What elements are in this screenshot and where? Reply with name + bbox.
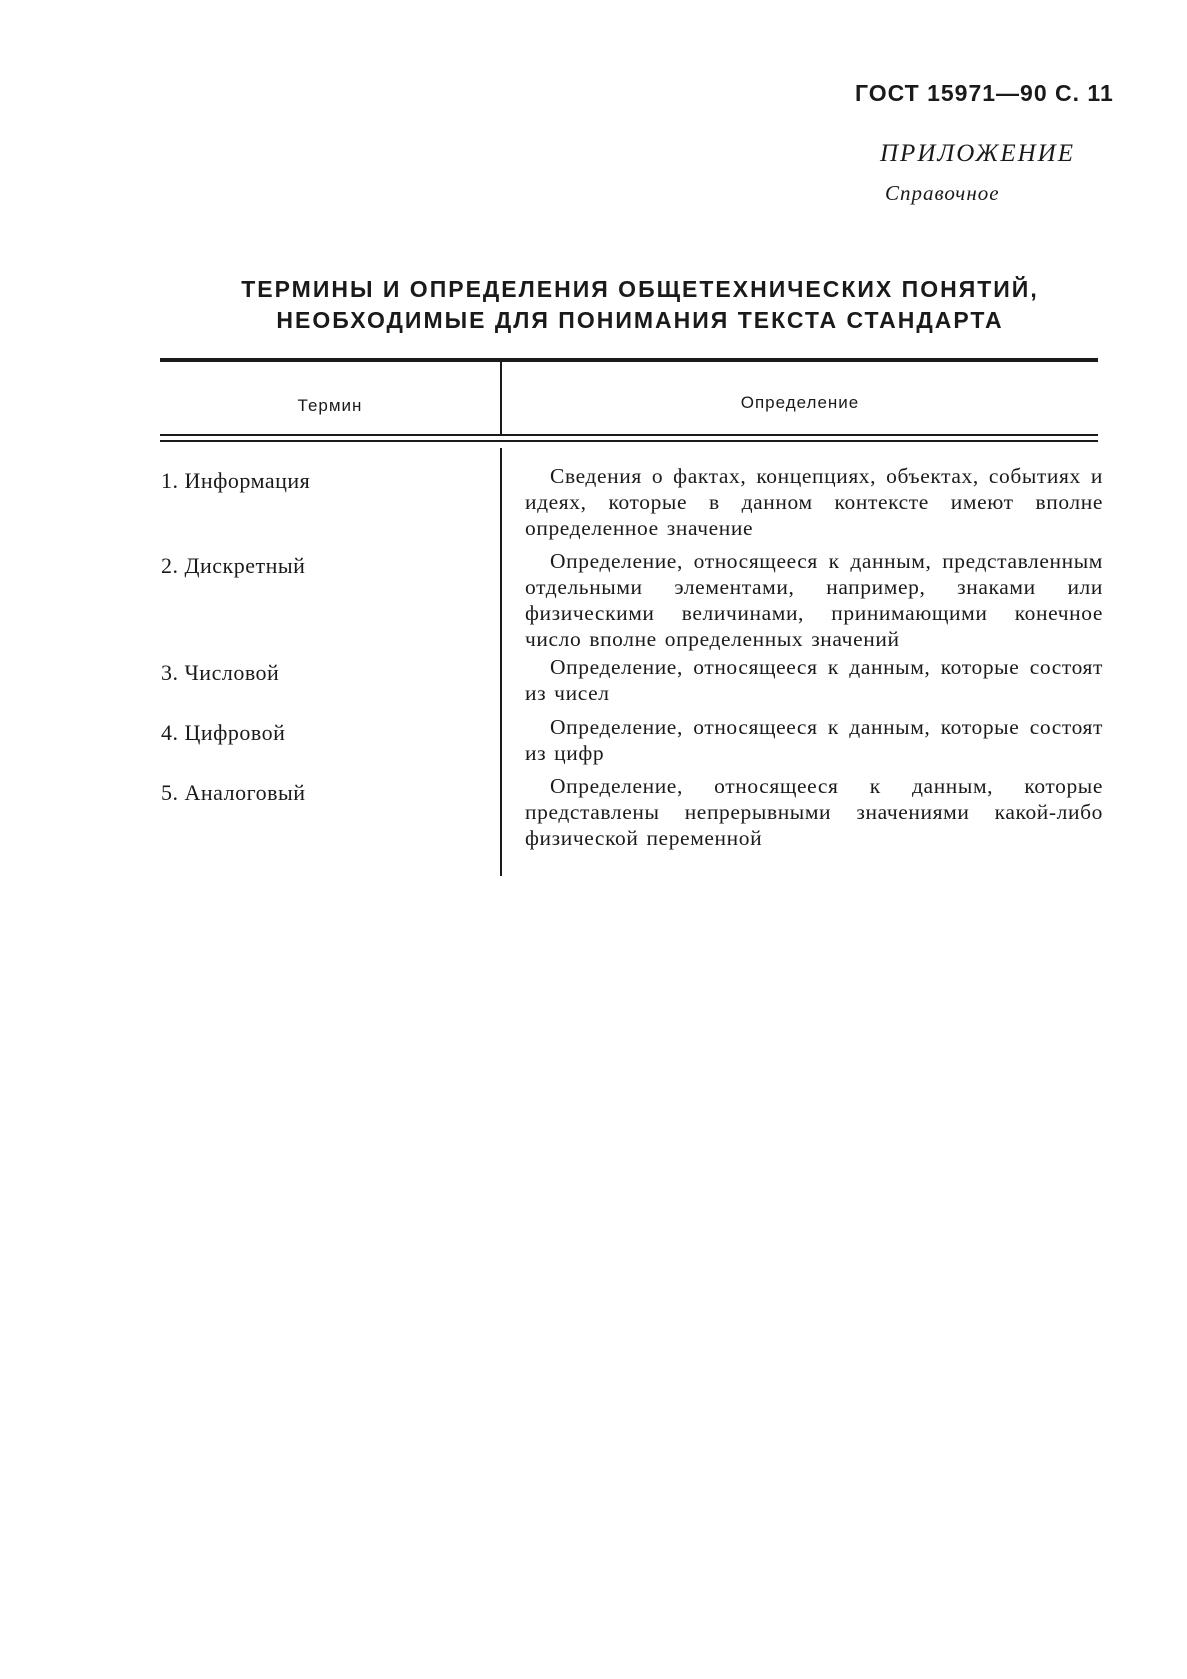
definition-cell: Определение, относящееся к данным, представленным отдельными элементами, например, знаками или физическими величинами, принимающими конечное число вполне определенных значений: [525, 549, 1103, 651]
term-cell: 1. Информация: [161, 468, 311, 493]
term-cell: 4. Цифровой: [161, 720, 286, 745]
definition-cell: Сведения о фактах, концепциях, объектах, событиях и идеях, которые в данном контексте имеют вполне определенное значение: [525, 464, 1103, 540]
table-column-divider: [500, 448, 502, 876]
definition-cell: Определение, относящееся к данным, которые представлены непрерывными значениями какой-либо физической переменной: [525, 774, 1103, 850]
document-title-line-1: ТЕРМИНЫ И ОПРЕДЕЛЕНИЯ ОБЩЕТЕХНИЧЕСКИХ ПОНЯТИЙ,: [241, 276, 1039, 302]
page-header-code: ГОСТ 15971—90 С. 11: [855, 80, 1114, 106]
term-cell: 3. Числовой: [161, 660, 280, 685]
definition-cell: Определение, относящееся к данным, которые состоят из цифр: [525, 715, 1103, 765]
table-top-rule: [160, 358, 1098, 362]
table-header-definition: Определение: [740, 393, 860, 412]
definition-cell: Определение, относящееся к данным, которые состоят из чисел: [525, 655, 1103, 705]
table-header-rule: [160, 434, 1098, 436]
appendix-type: Справочное: [885, 181, 1000, 205]
document-title-line-2: НЕОБХОДИМЫЕ ДЛЯ ПОНИМАНИЯ ТЕКСТА СТАНДАРТА: [276, 307, 1004, 333]
term-cell: 5. Аналоговый: [161, 780, 306, 805]
table-header-term: Термин: [297, 396, 363, 415]
term-cell: 2. Дискретный: [161, 553, 306, 578]
table-header-rule: [160, 440, 1098, 442]
appendix-label: ПРИЛОЖЕНИЕ: [880, 140, 1075, 167]
